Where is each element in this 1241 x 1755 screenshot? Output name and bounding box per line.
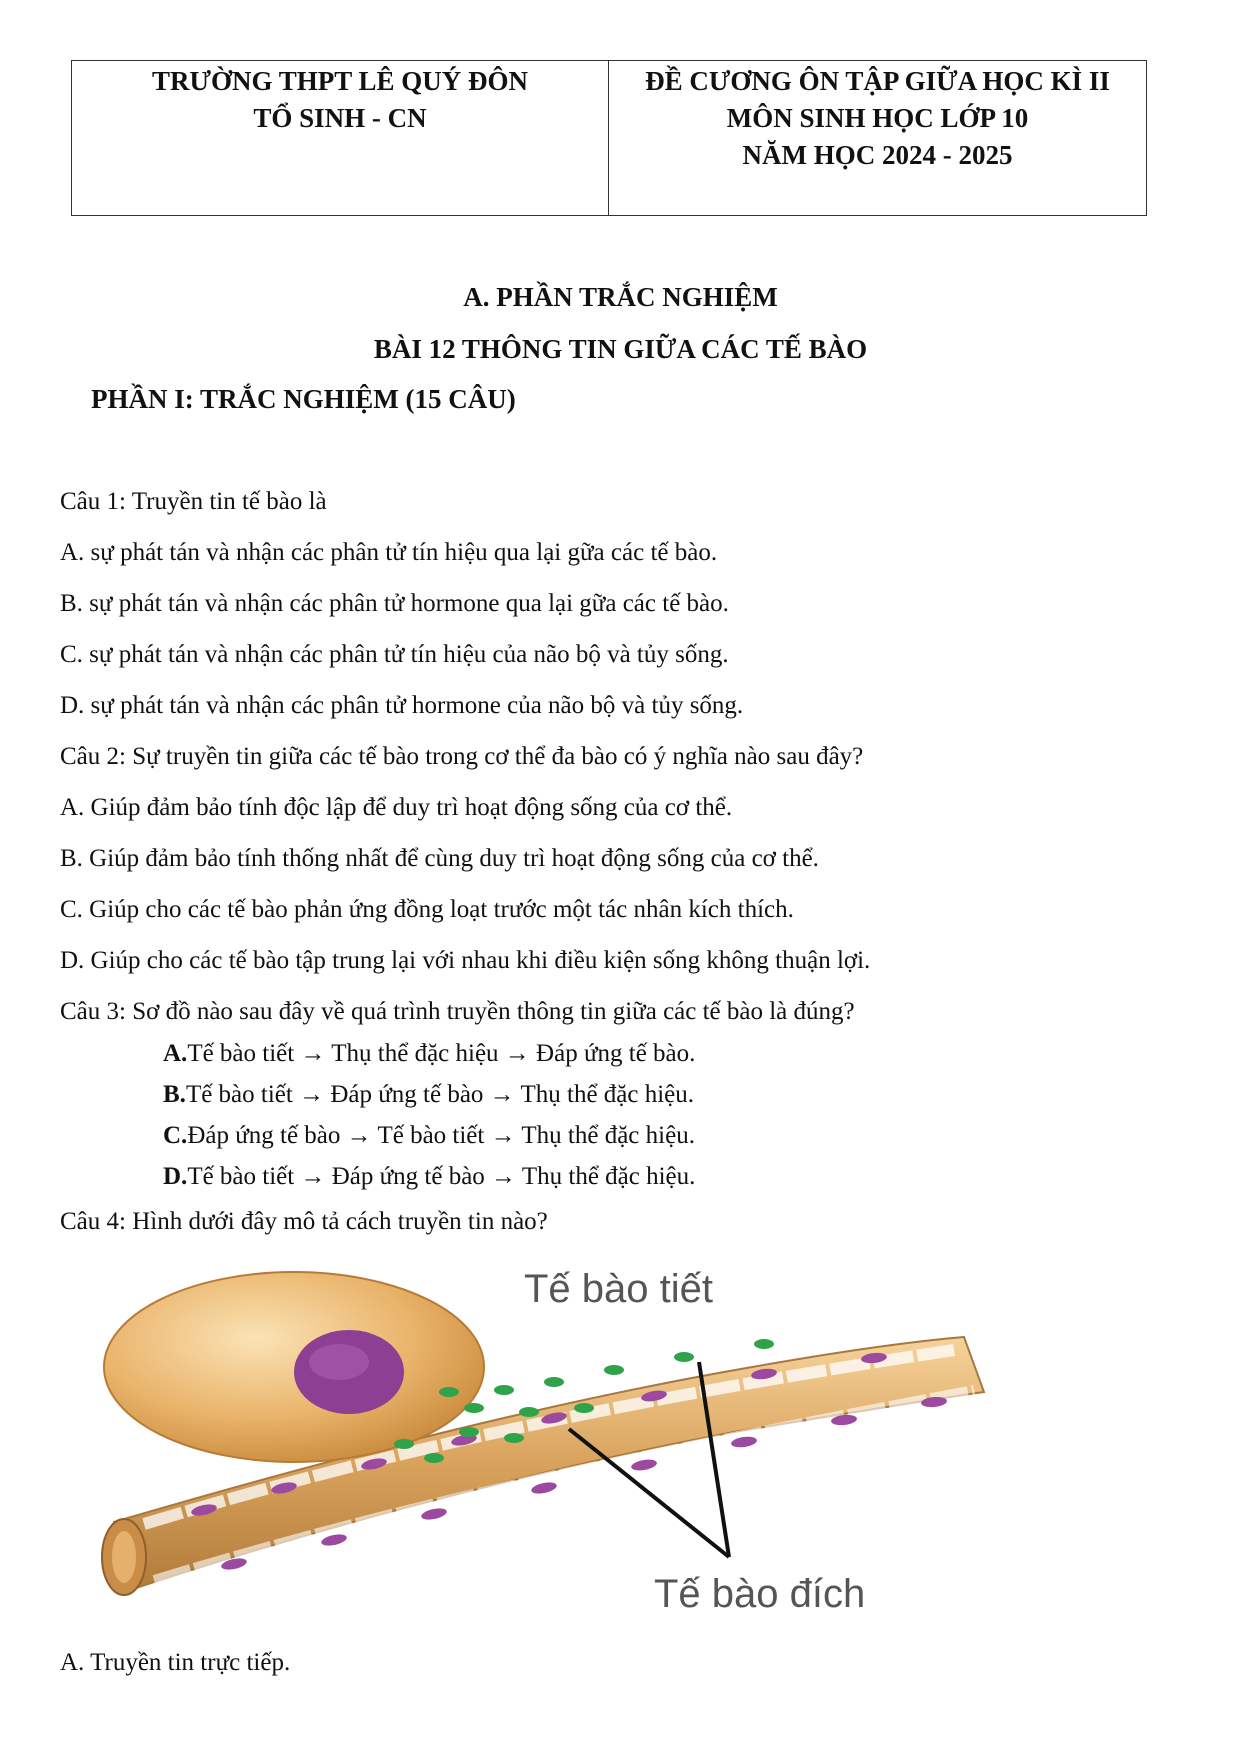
question-3-option-c xyxy=(163,1122,695,1150)
question-1-option-b: B. sự phát tán và nhận các phân tử hormone qua lại gữa các tế bào. xyxy=(60,590,729,617)
lesson-title: BÀI 12 THÔNG TIN GIỮA CÁC TẾ BÀO xyxy=(373,334,868,364)
question-2-option-c: C. Giúp cho các tế bào phản ứng đồng loạt trước một tác nhân kích thích. xyxy=(60,896,794,923)
option-label: B. xyxy=(163,1081,186,1108)
question-2-option-a: A. Giúp đảm bảo tính độc lập để duy trì hoạt động sống của cơ thể. xyxy=(60,794,733,821)
header-table xyxy=(71,60,1147,216)
question-4-option-a: A. Truyền tin trực tiếp. xyxy=(60,1649,291,1676)
question-1-option-a: A. sự phát tán và nhận các phân tử tín hiệu qua lại gữa các tế bào. xyxy=(60,539,718,566)
part-title: PHẦN I: TRẮC NGHIỆM (15 CÂU) xyxy=(91,384,516,414)
document-title: ĐỀ CƯƠNG ÔN TẬP GIỮA HỌC KÌ II xyxy=(645,66,1110,96)
secreting-cell-label: Tế bào tiết xyxy=(524,1267,714,1311)
secreting-cell xyxy=(104,1272,484,1462)
header-left-cell xyxy=(72,61,609,215)
question-3-option-b xyxy=(163,1081,694,1109)
question-1-option-c: C. sự phát tán và nhận các phân tử tín hiệu của não bộ và tủy sống. xyxy=(60,641,729,668)
question-4-stem: Câu 4: Hình dưới đây mô tả cách truyền tin nào? xyxy=(60,1208,548,1235)
option-text: Đáp ứng tế bào → Tế bào tiết → Thụ thể đặc hiệu. xyxy=(187,1122,695,1149)
question-1-option-d: D. sự phát tán và nhận các phân tử hormone của não bộ và tủy sống. xyxy=(60,692,744,719)
option-text: Tế bào tiết → Đáp ứng tế bào → Thụ thể đặc hiệu. xyxy=(185,1081,695,1108)
option-text: Tế bào tiết → Đáp ứng tế bào → Thụ thể đặc hiệu. xyxy=(187,1163,696,1190)
option-label: A. xyxy=(163,1040,188,1067)
option-label: C. xyxy=(163,1122,188,1149)
question-1-stem: Câu 1: Truyền tin tế bào là xyxy=(60,488,327,515)
header-right-cell xyxy=(609,61,1146,215)
question-3-option-a xyxy=(163,1040,695,1068)
cell-signaling-figure xyxy=(84,1262,1074,1617)
target-cell-label: Tế bào đích xyxy=(654,1572,866,1616)
question-3-option-d xyxy=(163,1163,695,1191)
option-text: Tế bào tiết → Thụ thể đặc hiệu → Đáp ứng tế bào. xyxy=(187,1040,696,1067)
section-title: A. PHẦN TRẮC NGHIỆM xyxy=(463,282,778,312)
question-3-stem: Câu 3: Sơ đồ nào sau đây về quá trình truyền thông tin giữa các tế bào là đúng? xyxy=(60,998,855,1025)
subject-title: MÔN SINH HỌC LỚP 10 xyxy=(726,103,1029,133)
option-label: D. xyxy=(163,1163,188,1190)
question-2-stem: Câu 2: Sự truyền tin giữa các tế bào trong cơ thể đa bào có ý nghĩa nào sau đây? xyxy=(60,743,864,770)
school-name: TRƯỜNG THPT LÊ QUÝ ĐÔN xyxy=(151,66,529,96)
department-name: TỔ SINH - CN xyxy=(253,103,427,133)
school-year: NĂM HỌC 2024 - 2025 xyxy=(742,140,1013,170)
question-2-option-d: D. Giúp cho các tế bào tập trung lại với nhau khi điều kiện sống không thuận lợi. xyxy=(60,947,871,974)
question-2-option-b: B. Giúp đảm bảo tính thống nhất để cùng duy trì hoạt động sống của cơ thể. xyxy=(60,845,819,872)
